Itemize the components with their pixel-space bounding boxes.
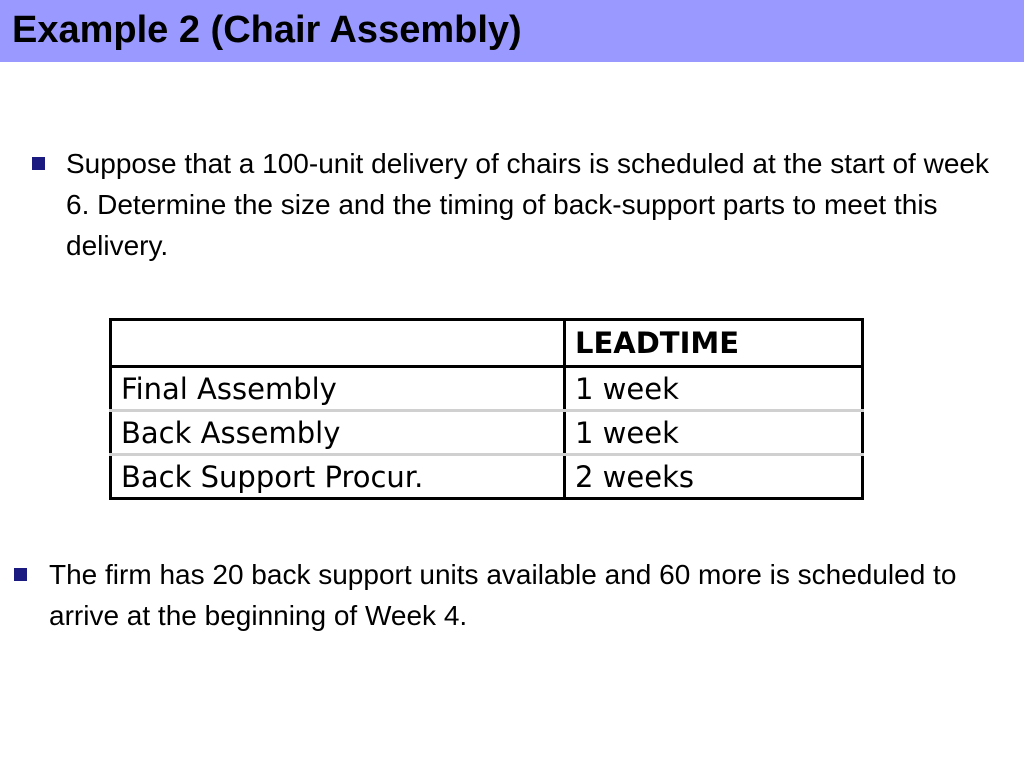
table-cell: Back Assembly bbox=[111, 411, 565, 455]
square-bullet-icon bbox=[14, 568, 27, 581]
table-cell: 2 weeks bbox=[575, 459, 694, 494]
square-bullet-icon bbox=[32, 157, 45, 170]
bullet-text: Suppose that a 100-unit delivery of chairs is scheduled at the start of week 6. Determine the size and the timing of back-support parts to meet this delivery. bbox=[66, 148, 989, 261]
bullet-text: The firm has 20 back support units available and 60 more is scheduled to arrive at the beginning of Week 4. bbox=[49, 559, 957, 631]
bullet-item-inventory bbox=[14, 554, 984, 636]
table-cell: Final Assembly bbox=[111, 367, 565, 411]
table-header-cell: LEADTIME bbox=[565, 320, 863, 367]
slide-title: Example 2 (Chair Assembly) bbox=[12, 9, 522, 51]
bullet-item-delivery bbox=[32, 143, 1002, 266]
table-cell: Back Support Procur. bbox=[111, 455, 565, 499]
title-bar bbox=[0, 0, 1024, 62]
table-header-cell bbox=[111, 320, 565, 367]
table-header-row bbox=[111, 320, 863, 367]
table-cell: 1 week bbox=[565, 411, 863, 455]
table-row bbox=[111, 367, 863, 411]
table-row bbox=[111, 411, 863, 455]
table-row bbox=[111, 455, 863, 499]
table-cell: 1 week bbox=[565, 367, 863, 411]
leadtime-table bbox=[109, 318, 864, 500]
